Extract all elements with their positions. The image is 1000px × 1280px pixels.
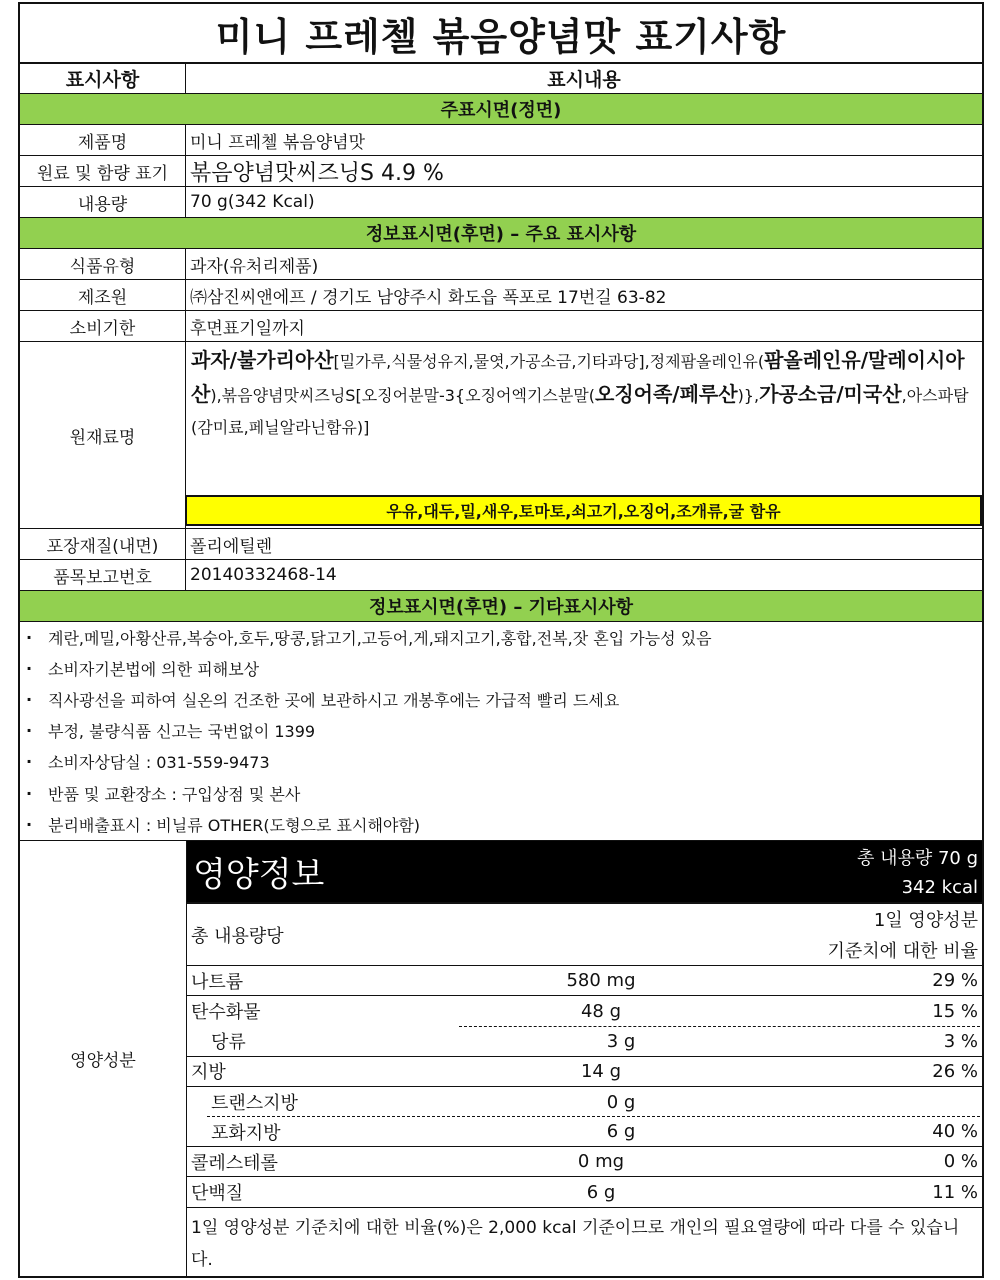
nutrition-subheader <box>187 904 982 966</box>
ingredient-text-1: [밀가루,식물성유지,물엿,가공소금,기타과당],정제팜올레인유( <box>333 352 765 371</box>
list-item <box>20 684 982 715</box>
nutrient-percent: 3 % <box>943 1030 978 1052</box>
nutrition-header <box>187 841 982 904</box>
list-item <box>20 777 982 808</box>
ingredient-content-label: 원료 및 함량 표기 <box>20 156 186 186</box>
nutrient-name: 트랜스지방 <box>211 1093 298 1115</box>
row-product-name <box>20 125 982 156</box>
bullet-icon: · <box>26 752 33 772</box>
row-ingredient-content <box>20 156 982 187</box>
nutrient-amount: 3 g <box>606 1030 636 1052</box>
nutrient-percent: 40 % <box>932 1121 978 1143</box>
header-row <box>20 64 982 94</box>
bullet-icon: · <box>26 690 33 710</box>
food-type-label: 식품유형 <box>20 249 186 279</box>
nutrient-row-sugars <box>187 1027 982 1057</box>
nutrient-row-saturated-fat <box>187 1117 982 1147</box>
row-expiry <box>20 311 982 342</box>
nutrient-amount: 0 g <box>606 1091 636 1113</box>
total-amount: 총 내용량 70 g <box>856 848 978 870</box>
daily-value-header <box>827 904 982 965</box>
row-ingredients <box>20 342 982 529</box>
ingredient-origin-3: 오징어족/페루산 <box>595 382 738 406</box>
label-sheet <box>18 2 984 1278</box>
nutrient-row-sodium <box>187 966 982 996</box>
notice-list <box>20 622 982 841</box>
row-nutrition <box>20 841 982 1276</box>
nutrient-name: 포화지방 <box>211 1122 281 1144</box>
food-type-value: 과자(유처리제품) <box>190 256 319 277</box>
nutrient-name: 탄수화물 <box>191 1002 261 1024</box>
ingredient-text-3: )}, <box>737 386 760 405</box>
nutrient-amount: 6 g <box>586 1181 616 1203</box>
expiry-value: 후면표기일까지 <box>190 318 305 339</box>
report-number-label: 품목보고번호 <box>20 560 186 590</box>
nutrient-percent: 29 % <box>932 970 978 992</box>
ingredient-text-2: ),볶음양념맛씨즈닝S[오징어분말-3{오징어엑기스분말( <box>210 386 596 405</box>
ingredient-origin-4: 가공소금/미국산 <box>759 382 902 406</box>
nutrient-name: 단백질 <box>191 1183 244 1205</box>
list-item <box>20 746 982 777</box>
total-kcal: 342 kcal <box>901 877 978 899</box>
nutrient-percent: 26 % <box>932 1060 978 1082</box>
page-title: 미니 프레첼 볶음양념맛 표기사항 <box>20 4 982 64</box>
nutrition-total <box>857 841 982 902</box>
nutrient-amount: 48 g <box>580 1000 622 1022</box>
ingredients-label: 원재료명 <box>20 342 186 528</box>
nutrient-row-trans-fat <box>187 1087 982 1117</box>
section-other-title: 정보표시면(후면) – 기타표시사항 <box>20 591 982 622</box>
nutrient-percent: 15 % <box>932 1000 978 1022</box>
net-weight-label: 내용량 <box>20 187 186 217</box>
per-label: 총 내용량당 <box>191 925 284 947</box>
daily-value-line2: 기준치에 대한 비율 <box>827 940 978 962</box>
manufacturer-label: 제조원 <box>20 280 186 310</box>
list-item <box>20 715 982 746</box>
nutrient-name: 당류 <box>211 1032 246 1054</box>
list-item <box>20 622 982 653</box>
nutrient-row-carbohydrate <box>187 996 982 1026</box>
expiry-label: 소비기한 <box>20 311 186 341</box>
nutrient-amount: 6 g <box>606 1121 636 1143</box>
bullet-icon: · <box>26 628 33 648</box>
row-food-type <box>20 249 982 280</box>
nutrient-row-cholesterol <box>187 1147 982 1177</box>
nutrient-name: 나트륨 <box>191 971 244 993</box>
ingredients-cell <box>186 342 982 528</box>
nutrient-name: 콜레스테롤 <box>191 1152 278 1174</box>
nutrition-facts <box>187 841 982 1276</box>
manufacturer-value: ㈜삼진씨앤에프 / 경기도 남양주시 화도읍 폭포로 17번길 63-82 <box>190 287 667 308</box>
header-col-label: 표시사항 <box>20 64 186 93</box>
ingredient-origin-2: 팜올레인유/말레이시아산 <box>191 348 965 406</box>
list-item <box>20 653 982 684</box>
nutrient-amount: 580 mg <box>566 970 636 992</box>
nutrient-name: 지방 <box>191 1062 226 1084</box>
list-item <box>20 809 982 840</box>
bullet-icon: · <box>26 814 33 834</box>
header-col-value: 표시내용 <box>547 69 621 91</box>
row-manufacturer <box>20 280 982 311</box>
notice-text: 소비자기본법에 의한 피해보상 <box>48 660 260 680</box>
ingredient-content-value: 볶음양념맛씨즈닝S 4.9 % <box>190 160 444 186</box>
nutrient-amount: 0 mg <box>577 1151 625 1173</box>
notice-text: 반품 및 교환장소 : 구입상점 및 본사 <box>48 784 301 804</box>
ingredients-text <box>186 342 982 495</box>
packaging-label: 포장재질(내면) <box>20 529 186 559</box>
product-name-label: 제품명 <box>20 125 186 155</box>
allergy-notice: 우유,대두,밀,새우,토마토,쇠고기,오징어,조개류,굴 함유 <box>185 495 982 526</box>
bullet-icon: · <box>26 783 33 803</box>
notice-text: 계란,메밀,아황산류,복숭아,호두,땅콩,닭고기,고등어,게,돼지고기,홍합,전복,잣 혼입 가능성 있음 <box>48 629 712 649</box>
row-packaging <box>20 529 982 560</box>
nutrient-row-protein <box>187 1177 982 1207</box>
nutrient-percent: 11 % <box>932 1181 978 1203</box>
section-main-title: 주표시면(정면) <box>20 94 982 125</box>
bullet-icon: · <box>26 659 33 679</box>
daily-value-line1: 1일 영양성분 <box>873 910 978 932</box>
net-weight-value: 70 g(342 Kcal) <box>190 192 315 212</box>
row-report-number <box>20 560 982 591</box>
nutrition-title: 영양정보 <box>193 854 325 895</box>
ingredient-origin-1: 과자/불가리아산 <box>191 348 334 372</box>
notice-text: 직사광선을 피하여 실온의 건조한 곳에 보관하시고 개봉후에는 가급적 빨리 드세요 <box>48 691 620 711</box>
product-name-value: 미니 프레첼 볶음양념맛 <box>190 132 366 153</box>
section-info-title: 정보표시면(후면) – 주요 표시사항 <box>20 218 982 249</box>
row-net-weight <box>20 187 982 218</box>
nutrient-amount: 14 g <box>580 1060 622 1082</box>
ingredient-text-4: ,아스파탐(감미료,페닐알라닌함유)] <box>191 386 969 437</box>
bullet-icon: · <box>26 721 33 741</box>
nutrition-note: 1일 영양성분 기준치에 대한 비율(%)은 2,000 kcal 기준이므로 개인의 필요열량에 따라 다를 수 있습니다. <box>191 1217 960 1270</box>
notice-text: 소비자상담실 : 031-559-9473 <box>48 753 270 773</box>
nutrient-row-fat <box>187 1057 982 1087</box>
notice-text: 부정, 불량식품 신고는 국번없이 1399 <box>48 722 316 742</box>
report-number-value: 20140332468-14 <box>190 565 337 585</box>
nutrient-percent: 0 % <box>943 1151 978 1173</box>
packaging-value: 폴리에틸렌 <box>190 536 273 557</box>
notice-text: 분리배출표시 : 비닐류 OTHER(도형으로 표시해야함) <box>48 815 421 835</box>
nutrition-label: 영양성분 <box>20 841 187 1276</box>
